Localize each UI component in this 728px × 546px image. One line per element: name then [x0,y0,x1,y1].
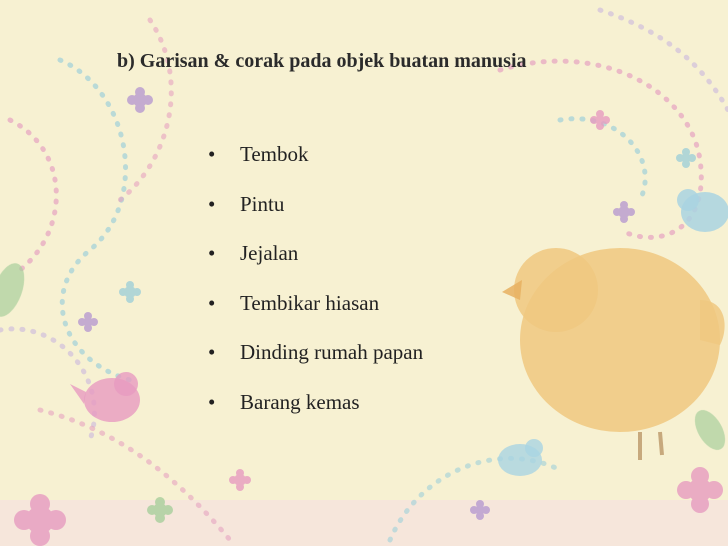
bullet-symbol: • [208,142,216,166]
small-blue-bird [677,189,728,232]
list-item-text: Barang kemas [240,389,360,414]
left-swirl-dots [0,20,230,540]
list-item [208,340,423,390]
list-item-text: Tembikar hiasan [240,290,380,315]
list-item [208,192,423,242]
bullet-symbol: • [208,241,216,265]
list-item [208,241,423,291]
list-item-text: Pintu [240,191,285,216]
bullet-symbol: • [208,191,216,216]
bullet-symbol: • [208,290,216,315]
small-pink-bird [70,372,140,422]
list-item [208,142,423,192]
bullet-symbol: • [208,340,216,364]
bullet-list [208,142,423,439]
big-bird-illustration [502,248,725,460]
list-item [208,291,423,341]
list-item-text: Dinding rumah papan [240,340,424,364]
bullet-symbol: • [208,389,216,414]
list-item [208,390,423,440]
bottom-band [0,500,728,546]
list-item-text: Jejalan [240,241,299,265]
slide-title: b) Garisan & corak pada objek buatan manusia [117,50,527,72]
small-teal-bird [498,439,543,476]
list-item-text: Tembok [240,142,309,166]
